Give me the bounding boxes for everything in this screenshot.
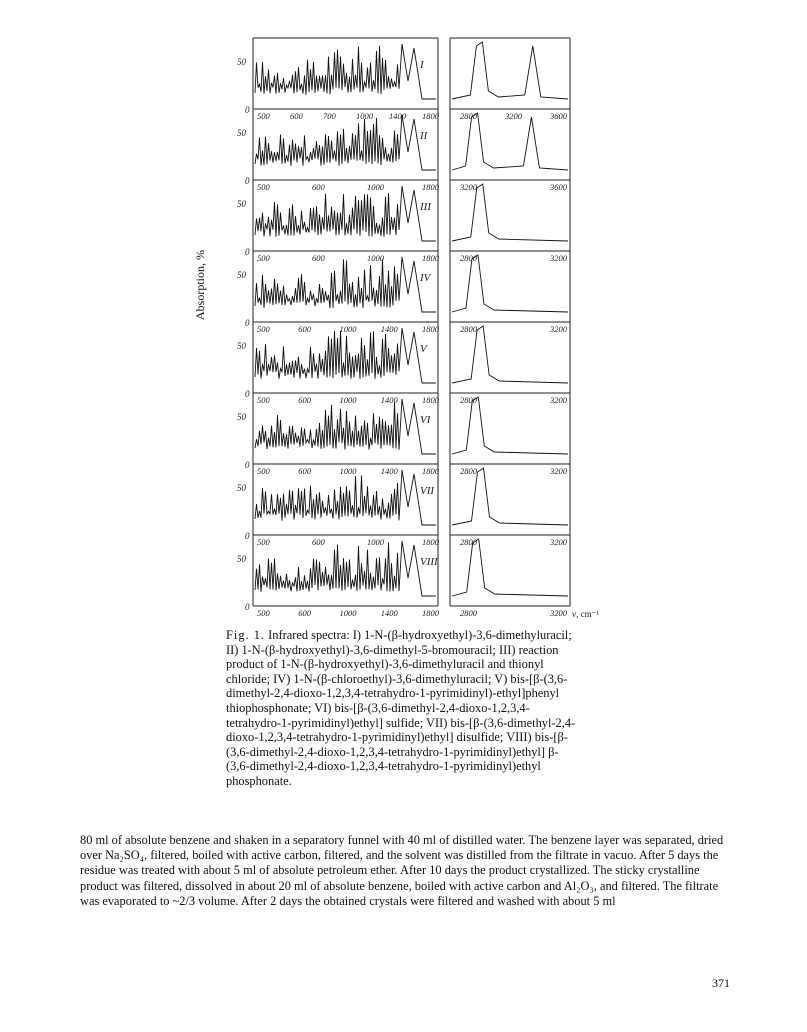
y-axis-label: Absorption, % [193, 250, 207, 320]
x-tick-label: 3200 [550, 537, 567, 547]
x-tick-label: 3200 [550, 324, 567, 334]
x-tick-label: 1000 [367, 253, 384, 263]
x-tick-label: 500 [257, 253, 270, 263]
y-tick-label: 50 [237, 554, 246, 564]
x-tick-label: 2800 [460, 395, 477, 405]
x-tick-label: 600 [312, 253, 325, 263]
ir-spectra-figure [215, 28, 600, 620]
y-tick-label: 50 [237, 341, 246, 351]
x-tick-label: 500 [257, 111, 270, 121]
x-tick-label: 1000 [339, 395, 357, 405]
ir-spectrum-high-freq [452, 184, 568, 241]
y-tick-label: 0 [245, 247, 250, 257]
x-tick-label: 1800 [422, 182, 439, 192]
x-tick-label: 600 [298, 608, 311, 618]
y-tick-label: 50 [237, 412, 246, 422]
ir-spectrum-high-freq [452, 539, 568, 596]
ir-spectrum-fingerprint [255, 257, 436, 312]
x-tick-label: 3200 [460, 182, 477, 192]
x-tick-label: 1800 [422, 466, 439, 476]
caption-label: Fig. 1. [226, 628, 266, 642]
y-tick-label: 0 [245, 105, 250, 115]
ir-spectrum-high-freq [452, 468, 568, 525]
ir-spectrum-high-freq [452, 42, 568, 99]
x-tick-label: 500 [257, 466, 270, 476]
panel-numeral-label: II [420, 130, 428, 142]
x-tick-label: 2800 [460, 324, 477, 334]
figure-caption [226, 628, 576, 789]
x-tick-label: 600 [312, 537, 325, 547]
x-tick-label: 3600 [550, 111, 567, 121]
x-tick-label: 1400 [380, 608, 398, 618]
x-tick-label: 600 [312, 182, 325, 192]
x-tick-label: 1000 [356, 111, 373, 121]
x-tick-label: 3200 [505, 111, 522, 121]
x-tick-label: 500 [257, 608, 270, 618]
x-tick-label: 1000 [339, 466, 357, 476]
x-tick-label: 600 [298, 395, 311, 405]
y-tick-label: 0 [245, 531, 250, 541]
x-tick-label: 3200 [550, 395, 567, 405]
x-tick-label: 1000 [367, 537, 384, 547]
y-tick-label: 0 [245, 176, 250, 186]
x-tick-label: 600 [290, 111, 303, 121]
x-tick-label: 500 [257, 324, 270, 334]
y-tick-label: 0 [245, 460, 250, 470]
x-tick-label: 500 [257, 395, 270, 405]
x-tick-label: 700 [323, 111, 336, 121]
x-tick-label: 1800 [422, 253, 439, 263]
ir-spectrum-fingerprint [255, 328, 436, 383]
spectra-svg [215, 28, 600, 620]
y-tick-label: 50 [237, 483, 246, 493]
panel-numeral-label: IV [420, 272, 431, 284]
x-tick-label: 1400 [380, 466, 398, 476]
x-tick-label: 2800 [460, 253, 477, 263]
x-tick-label: 3200 [550, 608, 567, 618]
x-tick-label: 2800 [460, 111, 477, 121]
y-tick-label: 50 [237, 57, 246, 67]
ir-spectrum-fingerprint [255, 186, 436, 241]
x-tick-label: 3200 [550, 253, 567, 263]
x-tick-label: 500 [257, 182, 270, 192]
ir-spectrum-fingerprint [255, 115, 436, 170]
panel-numeral-label: III [420, 201, 431, 213]
ir-spectrum-fingerprint [255, 541, 436, 596]
x-tick-label: 500 [257, 537, 270, 547]
y-tick-label: 0 [245, 318, 250, 328]
ir-spectrum-fingerprint [255, 470, 436, 525]
x-tick-label: 3600 [550, 182, 567, 192]
x-tick-label: 1000 [339, 608, 357, 618]
ir-spectrum-high-freq [452, 326, 568, 383]
x-tick-label: 2800 [460, 608, 477, 618]
x-tick-label: 600 [298, 324, 311, 334]
x-tick-label: 1400 [380, 324, 398, 334]
ir-spectrum-fingerprint [255, 399, 436, 454]
x-tick-label: 1800 [422, 395, 439, 405]
page-number: 371 [712, 976, 730, 990]
x-tick-label: 1800 [422, 111, 439, 121]
y-tick-label: 50 [237, 199, 246, 209]
body-paragraph: 80 ml of absolute benzene and shaken in a separatory funnel with 40 ml of distilled water. The benzene layer was separated, dried over Na₂SO₄, filtered, boiled with active carbon, filtered, and the solvent was distilled from the filtrate in vacuo. After 5 days the residue was treated with about 5 ml of absolute petroleum ether. After 10 days the product crystallized. The sticky crystalline product was filtered, dissolved in about 20 ml of absolute benzene, boiled with active carbon and Al₂O₃, and filtered. The filtrate was evaporated to ~2/3 volume. After 2 days the obtained crystals were filtered and washed with about 5 ml [80, 833, 724, 908]
x-tick-label: 1800 [422, 324, 439, 334]
x-tick-label: 1000 [339, 324, 357, 334]
ir-spectrum-high-freq [452, 397, 568, 454]
panel-numeral-label: V [420, 343, 427, 355]
x-tick-label: 600 [298, 466, 311, 476]
x-tick-label: 1400 [389, 111, 406, 121]
panel-numeral-label: I [420, 59, 424, 71]
x-tick-label: 1000 [367, 182, 384, 192]
x-axis-unit-label: ν, cm⁻¹ [572, 609, 600, 619]
x-tick-label: 1800 [422, 608, 439, 618]
y-tick-label: 0 [245, 389, 250, 399]
ir-spectrum-high-freq [452, 255, 568, 312]
ir-spectrum-fingerprint [255, 44, 436, 99]
x-tick-label: 1800 [422, 537, 439, 547]
x-tick-label: 3200 [550, 466, 567, 476]
y-tick-label: 50 [237, 128, 246, 138]
x-tick-label: 1400 [380, 395, 398, 405]
caption-text: Infrared spectra: I) 1-N-(β-hydroxyethyl)-3,6-dimethyluracil; II) 1-N-(β-hydroxyethyl)-3,6-dimethyl-5-bromouracil; III) reaction product of 1-N-(β-hydroxyethyl)-3,6-dimethyluracil and thionyl chloride; IV) 1-N-(β-chloroethyl)-3,6-dimethyluracil; V) bis-[β-(3,6-dimethyl-2,4-dioxo-1,2,3,4-tetrahydro-1-pyrimidinyl)-ethyl]phenyl thiophosphonate; VI) bis-[β-(3,6-dimethyl-2,4-dioxo-1,2,3,4-tetrahydro-1-pyrimidinyl)ethyl] sulfide; VII) bis-[β-(3,6-dimethyl-2,4-dioxo-1,2,3,4-tetrahydro-1-pyrimidinyl)ethyl] disulfide; VIII) bis-[β-(3,6-dimethyl-2,4-dioxo-1,2,3,4-tetrahydro-1-pyrimidinyl)ethyl] β-(3,6-dimethyl-2,4-dioxo-1,2,3,4-tetrahydro-1-pyrimidinyl)ethyl phosphonate. [226, 628, 576, 788]
y-tick-label: 0 [245, 602, 250, 612]
y-tick-label: 50 [237, 270, 246, 280]
panel-numeral-label: VI [420, 414, 431, 426]
ir-spectrum-high-freq [452, 113, 568, 170]
x-tick-label: 2800 [460, 537, 477, 547]
x-tick-label: 2800 [460, 466, 477, 476]
panel-numeral-label: VIII [420, 556, 438, 568]
panel-numeral-label: VII [420, 485, 435, 497]
